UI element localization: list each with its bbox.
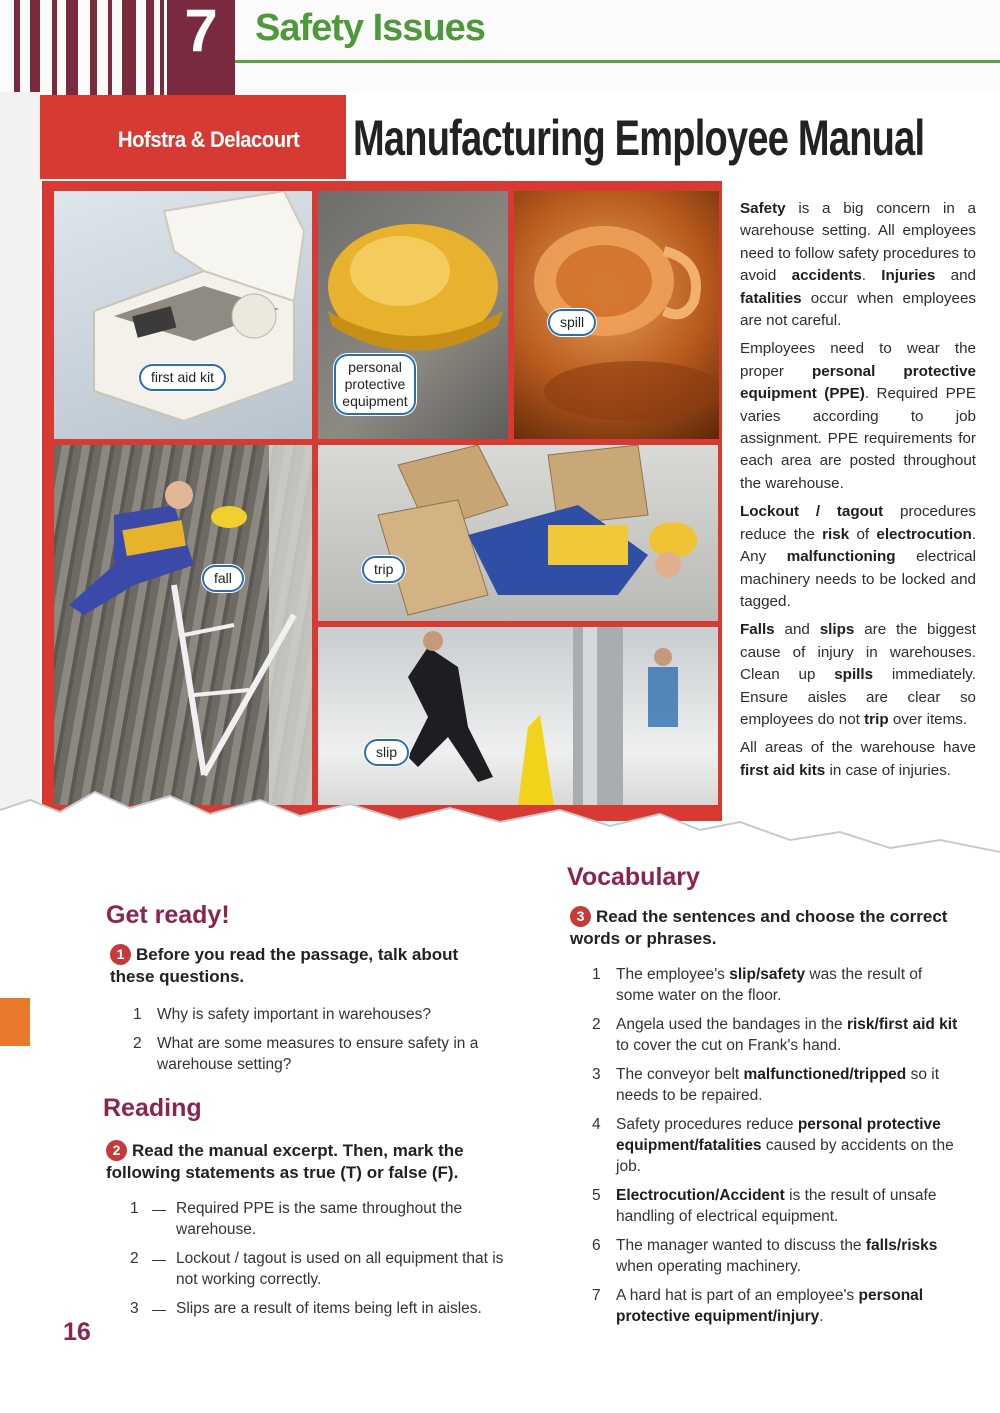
- label-slip: slip: [364, 739, 409, 766]
- answer-blank[interactable]: [152, 1210, 166, 1211]
- margin-tab: [0, 998, 30, 1046]
- manual-article: [740, 198, 976, 788]
- list-item: 2 Lockout / tagout is used on all equipment that is not working correctly.: [130, 1250, 504, 1288]
- manual-title: Manufacturing Employee Manual: [353, 110, 925, 166]
- list-item: 2 Angela used the bandages in the risk/first aid kit to cover the cut on Frank's hand.: [592, 1016, 958, 1054]
- unit-number: 7: [184, 0, 218, 64]
- article-paragraph: Safety is a big concern in a warehouse setting. All employees need to follow safety procedures to avoid accidents. Injuries and fatalities occur when employees are not careful.: [740, 200, 977, 330]
- label-spill: spill: [548, 309, 596, 336]
- list-item: 7 A hard hat is part of an employee's personal protective equipment/injury.: [592, 1287, 924, 1325]
- exercise-number-badge: 1: [110, 944, 131, 965]
- vocabulary-heading: Vocabulary: [567, 863, 700, 891]
- list-item: 3 The conveyor belt malfunctioned/tripped so it needs to be repaired.: [592, 1066, 939, 1104]
- trip-photo: [318, 445, 718, 621]
- answer-blank[interactable]: [152, 1260, 166, 1261]
- list-item: 4 Safety procedures reduce personal protective equipment/fatalities caused by accidents on the job.: [592, 1116, 954, 1175]
- list-item: 1 Required PPE is the same throughout the warehouse.: [130, 1200, 463, 1238]
- spill-photo: [514, 191, 719, 439]
- list-item: 6 The manager wanted to discuss the falls/risks when operating machinery.: [592, 1237, 938, 1275]
- list-item: 2 What are some measures to ensure safety in a warehouse setting?: [133, 1035, 479, 1073]
- unit-title: Safety Issues: [255, 7, 485, 49]
- answer-blank[interactable]: [152, 1310, 166, 1311]
- header-rule: [235, 60, 1000, 63]
- list-item: 5 Electrocution/Accident is the result of unsafe handling of electrical equipment.: [592, 1187, 937, 1225]
- label-trip: trip: [362, 556, 405, 583]
- list-item: 1 Why is safety important in warehouses?: [133, 1006, 431, 1023]
- article-paragraph: Lockout / tagout procedures reduce the risk of electrocution. Any malfunctioning electrical machinery needs to be locked and tagged.: [740, 503, 976, 610]
- list-item: 1 The employee's slip/safety was the result of some water on the floor.: [592, 966, 923, 1004]
- page-number: 16: [63, 1318, 91, 1346]
- list-item: 3 Slips are a result of items being left in aisles.: [130, 1300, 482, 1317]
- label-ppe: personal protective equipment: [334, 354, 416, 415]
- article-paragraph: All areas of the warehouse have first aid kits in case of injuries.: [740, 739, 976, 779]
- first-aid-kit-photo: [54, 191, 312, 439]
- get-ready-instruction: 1 Before you read the passage, talk about these questions.: [110, 945, 459, 986]
- get-ready-heading: Get ready!: [106, 901, 230, 929]
- reading-instruction: 2 Read the manual excerpt. Then, mark the following statements as true (T) or false (F).: [106, 1141, 464, 1182]
- reading-statements: [130, 1198, 510, 1327]
- article-paragraph: Employees need to wear the proper personal protective equipment (PPE). Required PPE varies according to job assignment. PPE requirements for each area are posted throughout the warehouse.: [740, 340, 977, 492]
- label-first-aid-kit: first aid kit: [139, 364, 226, 391]
- reading-heading: Reading: [103, 1094, 202, 1122]
- fall-photo: [54, 445, 312, 805]
- photo-collage: [42, 181, 722, 821]
- label-fall: fall: [202, 565, 244, 592]
- exercise-number-badge: 2: [106, 1140, 127, 1161]
- vocabulary-sentences: [592, 964, 964, 1335]
- torn-paper-edge: [0, 770, 1000, 880]
- get-ready-questions: [133, 1004, 503, 1083]
- article-paragraph: Falls and slips are the biggest cause of injury in warehouses. Clean up spills immediately. Ensure aisles are clear so employees do not trip over items.: [740, 621, 976, 728]
- exercise-number-badge: 3: [570, 906, 591, 927]
- vocabulary-instruction: 3 Read the sentences and choose the correct words or phrases.: [570, 907, 948, 948]
- left-margin: [0, 92, 40, 832]
- brand-name: Hofstra & Delacourt: [118, 127, 300, 152]
